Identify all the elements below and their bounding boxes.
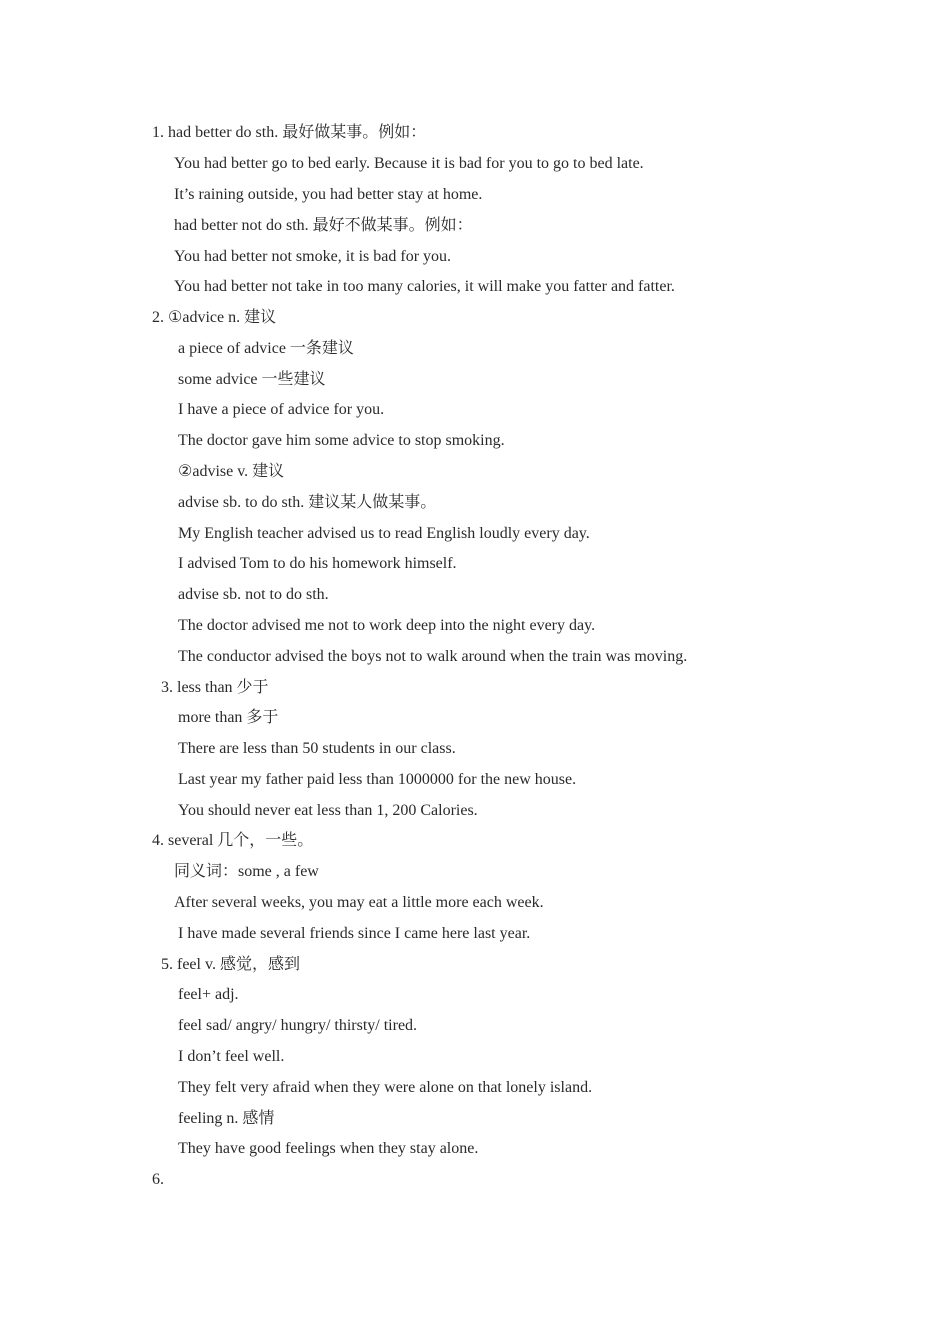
item-5-heading: 5. feel v. 感觉，感到 bbox=[161, 956, 300, 973]
example-line: They have good feelings when they stay alone. bbox=[178, 1140, 479, 1157]
phrase-line: more than 多于 bbox=[178, 709, 279, 726]
item-3-heading: 3. less than 少于 bbox=[161, 679, 269, 696]
phrase-line: had better not do sth. 最好不做某事。例如： bbox=[174, 217, 473, 234]
phrase-line: some advice 一些建议 bbox=[178, 371, 326, 388]
sub-heading: ②advise v. 建议 bbox=[178, 463, 285, 480]
item-6-heading: 6. bbox=[152, 1171, 164, 1188]
example-line: I have a piece of advice for you. bbox=[178, 401, 385, 418]
example-line: You should never eat less than 1, 200 Calories. bbox=[178, 802, 478, 819]
example-line: I don’t feel well. bbox=[178, 1048, 285, 1065]
example-line: You had better not smoke, it is bad for you. bbox=[174, 248, 452, 265]
phrase-line: advise sb. not to do sth. bbox=[178, 586, 329, 603]
example-line: You had better go to bed early. Because it is bad for you to go to bed late. bbox=[174, 155, 644, 172]
phrase-line: feeling n. 感情 bbox=[178, 1110, 275, 1127]
example-line: The doctor advised me not to work deep into the night every day. bbox=[178, 617, 596, 634]
synonym-line: 同义词：some , a few bbox=[174, 863, 319, 880]
example-line: I have made several friends since I came here last year. bbox=[178, 925, 531, 942]
example-line: The conductor advised the boys not to walk around when the train was moving. bbox=[178, 648, 688, 665]
example-line: They felt very afraid when they were alone on that lonely island. bbox=[178, 1079, 593, 1096]
phrase-line: a piece of advice 一条建议 bbox=[178, 340, 354, 357]
example-line: My English teacher advised us to read English loudly every day. bbox=[178, 525, 590, 542]
phrase-line: advise sb. to do sth. 建议某人做某事。 bbox=[178, 494, 437, 511]
example-line: I advised Tom to do his homework himself. bbox=[178, 555, 457, 572]
item-4-heading: 4. several 几个，一些。 bbox=[152, 832, 314, 849]
phrase-line: feel sad/ angry/ hungry/ thirsty/ tired. bbox=[178, 1017, 418, 1034]
example-line: After several weeks, you may eat a little more each week. bbox=[174, 894, 544, 911]
item-1-heading: 1. had better do sth. 最好做某事。例如： bbox=[152, 124, 427, 141]
phrase-line: feel+ adj. bbox=[178, 986, 239, 1003]
example-line: It’s raining outside, you had better stay at home. bbox=[174, 186, 483, 203]
example-line: Last year my father paid less than 1000000 for the new house. bbox=[178, 771, 577, 788]
item-2-heading: 2. ①advice n. 建议 bbox=[152, 309, 277, 326]
example-line: The doctor gave him some advice to stop smoking. bbox=[178, 432, 505, 449]
example-line: There are less than 50 students in our class. bbox=[178, 740, 456, 757]
example-line: You had better not take in too many calories, it will make you fatter and fatter. bbox=[174, 278, 675, 295]
